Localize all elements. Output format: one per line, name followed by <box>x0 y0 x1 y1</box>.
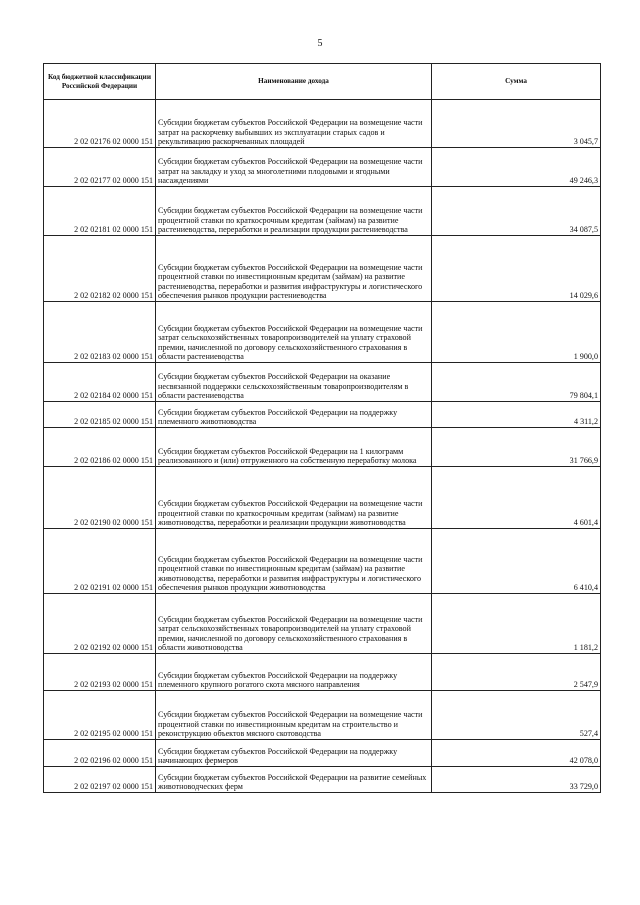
revenue-name: Субсидии бюджетам субъектов Российской Федерации на возмещение части процентной ставки по инвестиционным кредитам (займам) на развитие животноводства, переработки и развития инфраструктуры и логистического обеспечения рынков продукции животноводства <box>156 529 432 594</box>
revenue-sum: 49 246,3 <box>432 148 601 187</box>
revenue-sum: 31 766,9 <box>432 428 601 467</box>
revenue-sum: 4 311,2 <box>432 402 601 428</box>
table-row <box>44 187 601 236</box>
revenue-name: Субсидии бюджетам субъектов Российской Федерации на оказание несвязанной поддержки сельскохозяйственным товаропроизводителям в области растениеводства <box>156 363 432 402</box>
budget-code: 2 02 02195 02 0000 151 <box>44 691 156 740</box>
revenue-name: Субсидии бюджетам субъектов Российской Федерации на поддержку начинающих фермеров <box>156 740 432 767</box>
revenue-sum: 34 087,5 <box>432 187 601 236</box>
budget-code: 2 02 02197 02 0000 151 <box>44 767 156 793</box>
revenue-sum: 2 547,9 <box>432 654 601 691</box>
budget-code: 2 02 02186 02 0000 151 <box>44 428 156 467</box>
revenue-sum: 42 078,0 <box>432 740 601 767</box>
revenue-sum: 14 029,6 <box>432 236 601 302</box>
budget-code: 2 02 02192 02 0000 151 <box>44 594 156 654</box>
table-row <box>44 302 601 363</box>
table-row <box>44 691 601 740</box>
table-row <box>44 402 601 428</box>
table-row <box>44 740 601 767</box>
table-row <box>44 654 601 691</box>
revenue-name: Субсидии бюджетам субъектов Российской Федерации на развитие семейных животноводческих ферм <box>156 767 432 793</box>
budget-code: 2 02 02185 02 0000 151 <box>44 402 156 428</box>
header-name: Наименование дохода <box>156 64 432 100</box>
revenue-sum: 1 900,0 <box>432 302 601 363</box>
page-number: 5 <box>317 38 323 49</box>
revenue-name: Субсидии бюджетам субъектов Российской Федерации на возмещение части затрат сельскохозяйственных товаропроизводителей на уплату страховой премии, начисленной по договору сельскохозяйственного страхования в области животноводства <box>156 594 432 654</box>
table-row <box>44 100 601 148</box>
budget-code: 2 02 02196 02 0000 151 <box>44 740 156 767</box>
revenue-name: Субсидии бюджетам субъектов Российской Федерации на возмещение части процентной ставки по инвестиционным кредитам на строительство и реконструкцию объектов мясного скотоводства <box>156 691 432 740</box>
table-row <box>44 594 601 654</box>
revenue-sum: 4 601,4 <box>432 467 601 529</box>
revenue-sum: 1 181,2 <box>432 594 601 654</box>
revenue-sum: 527,4 <box>432 691 601 740</box>
table-header-row <box>44 64 601 100</box>
revenue-sum: 3 045,7 <box>432 100 601 148</box>
budget-code: 2 02 02177 02 0000 151 <box>44 148 156 187</box>
revenue-name: Субсидии бюджетам субъектов Российской Федерации на 1 килограмм реализованного и (или) отгруженного на собственную переработку молока <box>156 428 432 467</box>
table-row <box>44 467 601 529</box>
revenue-name: Субсидии бюджетам субъектов Российской Федерации на возмещение части затрат на закладку и уход за многолетними плодовыми и ягодными насаждениями <box>156 148 432 187</box>
revenue-name: Субсидии бюджетам субъектов Российской Федерации на возмещение части затрат сельскохозяйственных товаропроизводителей на уплату страховой премии, начисленной по договору сельскохозяйственного страхования в области растениеводства <box>156 302 432 363</box>
revenue-name: Субсидии бюджетам субъектов Российской Федерации на возмещение части процентной ставки по инвестиционным кредитам (займам) на развитие растениеводства, переработки и развития инфраструктуры и логистического обеспечения рынков продукции растениеводства <box>156 236 432 302</box>
budget-code: 2 02 02176 02 0000 151 <box>44 100 156 148</box>
table-row <box>44 236 601 302</box>
revenue-sum: 6 410,4 <box>432 529 601 594</box>
budget-code: 2 02 02184 02 0000 151 <box>44 363 156 402</box>
header-sum: Сумма <box>432 64 601 100</box>
revenue-sum: 79 804,1 <box>432 363 601 402</box>
table-row <box>44 148 601 187</box>
revenue-name: Субсидии бюджетам субъектов Российской Федерации на возмещение части процентной ставки по краткосрочным кредитам (займам) на развитие животноводства, переработки и реализации продукции животноводства <box>156 467 432 529</box>
table-row <box>44 363 601 402</box>
revenue-name: Субсидии бюджетам субъектов Российской Федерации на поддержку племенного животноводства <box>156 402 432 428</box>
revenue-name: Субсидии бюджетам субъектов Российской Федерации на возмещение части процентной ставки по краткосрочным кредитам (займам) на развитие растениеводства, переработки и реализации продукции растениеводства <box>156 187 432 236</box>
revenue-name: Субсидии бюджетам субъектов Российской Федерации на возмещение части затрат на раскорчевку выбывших из эксплуатации старых садов и рекультивацию раскорчеванных площадей <box>156 100 432 148</box>
table-row <box>44 767 601 793</box>
budget-code: 2 02 02190 02 0000 151 <box>44 467 156 529</box>
revenue-table <box>43 63 601 793</box>
revenue-sum: 33 729,0 <box>432 767 601 793</box>
revenue-name: Субсидии бюджетам субъектов Российской Федерации на поддержку племенного крупного рогатого скота мясного направления <box>156 654 432 691</box>
table-row <box>44 428 601 467</box>
table-row <box>44 529 601 594</box>
budget-code: 2 02 02191 02 0000 151 <box>44 529 156 594</box>
budget-code: 2 02 02183 02 0000 151 <box>44 302 156 363</box>
header-code: Код бюджетной классификации Российской Федерации <box>44 64 156 100</box>
budget-code: 2 02 02181 02 0000 151 <box>44 187 156 236</box>
budget-code: 2 02 02182 02 0000 151 <box>44 236 156 302</box>
budget-code: 2 02 02193 02 0000 151 <box>44 654 156 691</box>
